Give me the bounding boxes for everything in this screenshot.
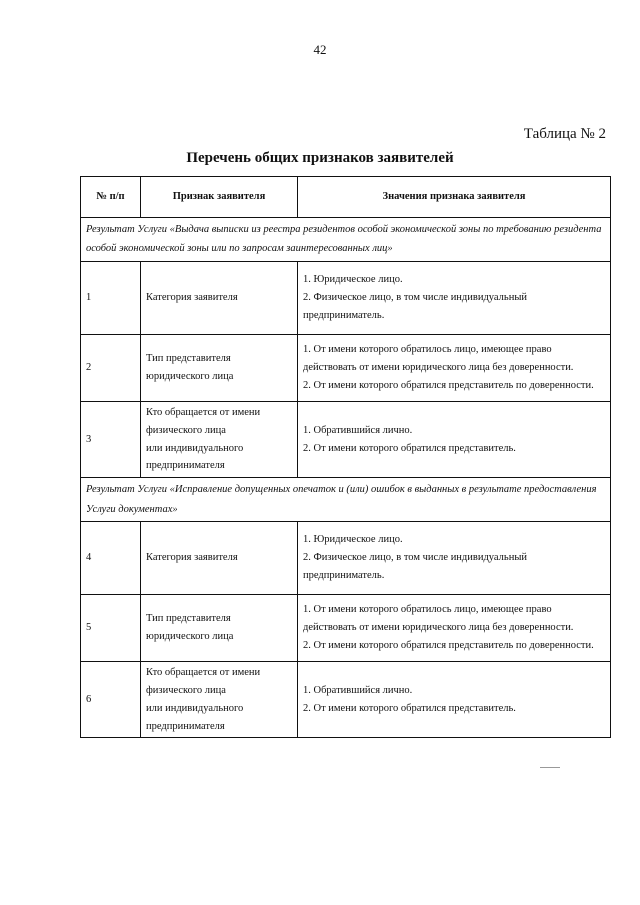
row-number: 4 (81, 522, 141, 595)
header-feature: Признак заявителя (141, 177, 298, 218)
table-row (81, 595, 611, 662)
row-number: 6 (81, 662, 141, 738)
section-heading: Результат Услуги «Исправление допущенных опечаток и (или) ошибок в выданных в результате предоставления Услуги документах» (81, 478, 611, 522)
row-values (298, 522, 611, 595)
value-line: 2. От имени которого обратился представитель по доверенности. (303, 379, 594, 391)
feature-line: Категория заявителя (146, 552, 238, 564)
header-values: Значения признака заявителя (298, 177, 611, 218)
section-row (81, 478, 611, 522)
feature-line: Кто обращается от имени (146, 667, 261, 679)
row-number: 3 (81, 401, 141, 477)
value-line: 1. Обратившийся лично. (303, 684, 413, 696)
feature-line: предпринимателя (146, 460, 225, 472)
value-line: 2. От имени которого обратился представитель по доверенности. (303, 639, 594, 651)
feature-line: физического лица (146, 424, 226, 436)
value-line: 2. От имени которого обратился представитель. (303, 442, 516, 454)
value-line: 2. От имени которого обратился представитель. (303, 702, 516, 714)
row-number: 2 (81, 334, 141, 401)
page-number: 42 (313, 42, 327, 57)
table-row (81, 662, 611, 738)
feature-line: Тип представителя (146, 613, 231, 625)
applicant-features-table (80, 176, 611, 738)
table-row (81, 522, 611, 595)
row-number: 5 (81, 595, 141, 662)
row-feature (141, 334, 298, 401)
row-values (298, 662, 611, 738)
value-line: 1. Обратившийся лично. (303, 424, 413, 436)
feature-line: предпринимателя (146, 720, 225, 732)
row-feature (141, 261, 298, 334)
value-line: 1. От имени которого обратилось лицо, имеющее право действовать от имени юридического лица без доверенности. (303, 604, 574, 634)
row-feature (141, 595, 298, 662)
row-feature (141, 401, 298, 477)
row-values (298, 261, 611, 334)
row-feature (141, 522, 298, 595)
value-line: 1. От имени которого обратилось лицо, имеющее право действовать от имени юридического лица без доверенности. (303, 344, 574, 373)
feature-line: или индивидуального (146, 702, 244, 714)
section-row (81, 218, 611, 262)
feature-line: Категория заявителя (146, 291, 238, 303)
row-values (298, 401, 611, 477)
section-heading: Результат Услуги «Выдача выписки из реестра резидентов особой экономической зоны по требованию резидента особой экономической зоны или по запросам заинтересованных лиц» (81, 218, 611, 262)
value-line: 2. Физическое лицо, в том числе индивидуальный предприниматель. (303, 552, 527, 581)
value-line: 2. Физическое лицо, в том числе индивидуальный предприниматель. (303, 291, 527, 321)
row-feature (141, 662, 298, 738)
table-row (81, 261, 611, 334)
table-row (81, 334, 611, 401)
header-number: № п/п (81, 177, 141, 218)
feature-line: Кто обращается от имени (146, 406, 261, 418)
document-title: Перечень общих признаков заявителей (186, 150, 454, 166)
scan-mark (540, 767, 560, 768)
feature-line: юридического лица (146, 631, 234, 643)
row-values (298, 334, 611, 401)
value-line: 1. Юридическое лицо. (303, 274, 403, 286)
feature-line: Тип представителя (146, 353, 231, 364)
table-row (81, 401, 611, 477)
row-number: 1 (81, 261, 141, 334)
row-values (298, 595, 611, 662)
feature-line: или индивидуального (146, 442, 244, 454)
feature-line: юридического лица (146, 370, 234, 382)
table-header-row (81, 177, 611, 218)
value-line: 1. Юридическое лицо. (303, 534, 403, 546)
table-label: Таблица № 2 (523, 126, 606, 142)
feature-line: физического лица (146, 684, 226, 696)
